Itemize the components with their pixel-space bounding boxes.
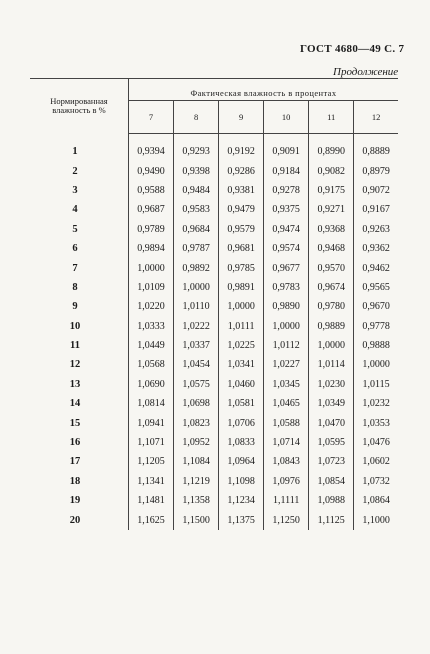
norm-humidity-cell: 5 <box>30 220 129 239</box>
table-row <box>30 161 398 180</box>
coefficient-cell: 1,1205 <box>137 456 165 468</box>
coefficient-cell: 1,1500 <box>174 510 219 529</box>
coefficient-cell: 1,0732 <box>354 472 398 491</box>
table-row <box>30 220 398 239</box>
table-row <box>30 433 398 452</box>
coefficient-cell: 0,9484 <box>174 181 219 200</box>
coefficient-cell: 0,9474 <box>264 220 309 239</box>
table-row <box>30 142 398 161</box>
table-row <box>30 317 398 336</box>
coefficient-cell: 1,0345 <box>264 375 309 394</box>
table-row <box>30 452 398 471</box>
coefficient-cell: 0,9681 <box>219 239 264 258</box>
coefficient-cell: 1,1000 <box>354 510 398 529</box>
table-row <box>30 239 398 258</box>
coefficient-cell: 1,1358 <box>174 491 219 510</box>
coefficient-cell: 0,9894 <box>137 243 165 255</box>
coefficient-cell: 0,9888 <box>354 336 398 355</box>
norm-humidity-cell: 16 <box>30 433 129 452</box>
coefficient-cell: 1,0454 <box>174 355 219 374</box>
table-row <box>30 297 398 316</box>
coefficient-cell: 0,9677 <box>264 258 309 277</box>
coefficient-cell: 0,9490 <box>137 165 165 177</box>
column-header: 9 <box>219 101 264 134</box>
coefficient-cell: 0,9687 <box>137 204 165 216</box>
norm-humidity-cell: 12 <box>30 355 129 374</box>
norm-humidity-cell: 15 <box>30 413 129 432</box>
norm-humidity-cell: 18 <box>30 472 129 491</box>
coefficient-cell: 1,1375 <box>219 510 264 529</box>
coefficient-cell: 0,9890 <box>264 297 309 316</box>
coefficient-cell: 1,0349 <box>309 394 354 413</box>
coefficient-cell: 0,9570 <box>309 258 354 277</box>
coefficient-cell: 0,9293 <box>174 142 219 161</box>
coefficient-cell: 1,0714 <box>264 433 309 452</box>
coefficient-cell: 1,0341 <box>219 355 264 374</box>
coefficient-cell: 1,0823 <box>174 413 219 432</box>
norm-humidity-cell: 6 <box>30 239 129 258</box>
coefficient-cell: 1,0227 <box>264 355 309 374</box>
coefficient-cell: 1,0976 <box>264 472 309 491</box>
coefficient-cell: 1,0465 <box>264 394 309 413</box>
coefficient-cell: 0,9583 <box>174 200 219 219</box>
coefficient-cell: 0,9789 <box>137 223 165 235</box>
coefficient-cell: 1,0230 <box>309 375 354 394</box>
norm-humidity-cell: 13 <box>30 375 129 394</box>
coefficient-cell: 1,0988 <box>309 491 354 510</box>
coefficient-cell: 1,1084 <box>174 452 219 471</box>
coefficient-cell: 1,0941 <box>137 417 165 429</box>
coefficient-cell: 0,9780 <box>309 297 354 316</box>
coefficient-cell: 0,9479 <box>219 200 264 219</box>
coefficient-cell: 0,9565 <box>354 278 398 297</box>
coefficient-cell: 1,0568 <box>137 359 165 371</box>
coefficient-cell: 1,1625 <box>137 514 165 526</box>
coefficient-cell: 1,0000 <box>264 317 309 336</box>
table-row <box>30 375 398 394</box>
coefficient-cell: 1,0220 <box>137 301 165 313</box>
coefficient-cell: 0,9286 <box>219 161 264 180</box>
coefficient-cell: 1,0460 <box>219 375 264 394</box>
coefficient-cell: 1,0232 <box>354 394 398 413</box>
coefficient-cell: 1,0333 <box>137 320 165 332</box>
coefficient-cell: 1,0588 <box>264 413 309 432</box>
coefficient-cell: 1,0110 <box>174 297 219 316</box>
coefficient-cell: 1,1481 <box>137 495 165 507</box>
coefficient-cell: 0,9192 <box>219 142 264 161</box>
table-row <box>30 355 398 374</box>
coefficient-cell: 0,9468 <box>309 239 354 258</box>
continuation-label: Продолжение <box>333 66 399 78</box>
table-row <box>30 278 398 297</box>
coefficient-cell: 0,9263 <box>354 220 398 239</box>
coefficient-cell: 0,9892 <box>174 258 219 277</box>
coefficient-cell: 1,1341 <box>137 475 165 487</box>
table-row <box>30 510 398 529</box>
coefficient-cell: 0,8889 <box>354 142 398 161</box>
coefficient-cell: 0,9579 <box>219 220 264 239</box>
coefficient-cell: 0,9785 <box>219 258 264 277</box>
coefficient-cell: 0,9670 <box>354 297 398 316</box>
actual-humidity-header: Фактическая влажность в процентах <box>129 79 399 101</box>
coefficient-cell: 1,0111 <box>219 317 264 336</box>
table-row <box>30 181 398 200</box>
coefficient-cell: 0,9588 <box>137 184 165 196</box>
coefficient-cell: 0,9091 <box>264 142 309 161</box>
coefficient-cell: 0,9891 <box>219 278 264 297</box>
coefficient-cell: 0,9368 <box>309 220 354 239</box>
coefficient-cell: 0,9167 <box>354 200 398 219</box>
norm-humidity-cell: 1 <box>30 142 129 161</box>
table-row <box>30 394 398 413</box>
coefficient-cell: 0,9072 <box>354 181 398 200</box>
coefficient-cell: 1,0225 <box>219 336 264 355</box>
coefficient-cell: 1,1098 <box>219 472 264 491</box>
coefficient-cell: 0,8979 <box>354 161 398 180</box>
coefficient-cell: 0,9787 <box>174 239 219 258</box>
coefficient-cell: 0,9175 <box>309 181 354 200</box>
coefficient-cell: 0,9184 <box>264 161 309 180</box>
coefficient-cell: 1,0814 <box>137 398 165 410</box>
table-row <box>30 491 398 510</box>
coefficient-cell: 0,9271 <box>309 200 354 219</box>
coefficient-cell: 1,0115 <box>354 375 398 394</box>
coefficient-cell: 0,9889 <box>309 317 354 336</box>
table-row <box>30 472 398 491</box>
norm-humidity-cell: 9 <box>30 297 129 316</box>
coefficient-cell: 1,0449 <box>137 340 165 352</box>
column-header: 10 <box>264 101 309 134</box>
coefficient-cell: 0,9278 <box>264 181 309 200</box>
coefficient-cell: 1,1250 <box>264 510 309 529</box>
coefficient-cell: 1,1111 <box>264 491 309 510</box>
table-row <box>30 200 398 219</box>
coefficient-cell: 1,0602 <box>354 452 398 471</box>
coefficient-cell: 1,0690 <box>137 378 165 390</box>
coefficient-cell: 0,8990 <box>309 142 354 161</box>
coefficient-cell: 1,0833 <box>219 433 264 452</box>
column-header: 12 <box>354 101 398 134</box>
coefficient-cell: 1,0470 <box>309 413 354 432</box>
norm-humidity-cell: 3 <box>30 181 129 200</box>
column-header: 8 <box>174 101 219 134</box>
coefficient-cell: 1,0964 <box>219 452 264 471</box>
coefficient-cell: 1,1125 <box>309 510 354 529</box>
coefficient-cell: 0,9381 <box>219 181 264 200</box>
coefficient-cell: 0,9362 <box>354 239 398 258</box>
coefficient-cell: 1,0843 <box>264 452 309 471</box>
norm-humidity-cell: 14 <box>30 394 129 413</box>
coefficient-cell: 1,0723 <box>309 452 354 471</box>
norm-humidity-cell: 10 <box>30 317 129 336</box>
coefficient-cell: 0,9462 <box>354 258 398 277</box>
coefficient-cell: 1,0698 <box>174 394 219 413</box>
coefficient-cell: 1,0864 <box>354 491 398 510</box>
norm-humidity-cell: 7 <box>30 258 129 277</box>
coefficient-cell: 1,0000 <box>354 355 398 374</box>
coefficient-cell: 1,0595 <box>309 433 354 452</box>
coefficient-cell: 1,0000 <box>174 278 219 297</box>
column-header: 11 <box>309 101 354 134</box>
table-body <box>30 134 398 530</box>
norm-humidity-cell: 8 <box>30 278 129 297</box>
norm-humidity-header: Нормированная влажность в % <box>30 79 129 134</box>
coefficient-cell: 0,9394 <box>137 146 165 158</box>
table-row <box>30 413 398 432</box>
coefficient-cell: 0,9674 <box>309 278 354 297</box>
coefficient-cell: 0,9375 <box>264 200 309 219</box>
norm-humidity-cell: 19 <box>30 491 129 510</box>
coefficient-cell: 1,0000 <box>309 336 354 355</box>
coefficient-cell: 1,1071 <box>137 437 165 449</box>
coefficient-cell: 1,0000 <box>137 262 165 274</box>
coefficient-cell: 1,0952 <box>174 433 219 452</box>
coefficient-cell: 0,9684 <box>174 220 219 239</box>
coefficient-cell: 0,9398 <box>174 161 219 180</box>
norm-humidity-cell: 4 <box>30 200 129 219</box>
coefficient-cell: 1,0222 <box>174 317 219 336</box>
coefficient-cell: 1,0575 <box>174 375 219 394</box>
coefficient-cell: 1,1219 <box>174 472 219 491</box>
coefficient-cell: 0,9778 <box>354 317 398 336</box>
coefficient-cell: 1,0337 <box>174 336 219 355</box>
norm-humidity-cell: 2 <box>30 161 129 180</box>
coefficient-cell: 1,0581 <box>219 394 264 413</box>
coefficient-cell: 1,0000 <box>219 297 264 316</box>
norm-humidity-cell: 20 <box>30 510 129 529</box>
coefficient-cell: 1,0476 <box>354 433 398 452</box>
page-header: ГОСТ 4680—49 С. 7 <box>300 43 405 55</box>
coefficient-cell: 1,0112 <box>264 336 309 355</box>
norm-humidity-cell: 17 <box>30 452 129 471</box>
table-row <box>30 336 398 355</box>
coefficient-cell: 0,9783 <box>264 278 309 297</box>
coefficient-cell: 1,0353 <box>354 413 398 432</box>
coefficient-cell: 1,0109 <box>137 281 165 293</box>
coefficient-cell: 1,1234 <box>219 491 264 510</box>
coefficient-cell: 1,0114 <box>309 355 354 374</box>
norm-humidity-cell: 11 <box>30 336 129 355</box>
column-header: 7 <box>129 101 174 134</box>
coefficient-cell: 1,0706 <box>219 413 264 432</box>
humidity-table <box>30 78 398 530</box>
coefficient-cell: 1,0854 <box>309 472 354 491</box>
coefficient-cell: 0,9574 <box>264 239 309 258</box>
coefficient-cell: 0,9082 <box>309 161 354 180</box>
table-row <box>30 258 398 277</box>
